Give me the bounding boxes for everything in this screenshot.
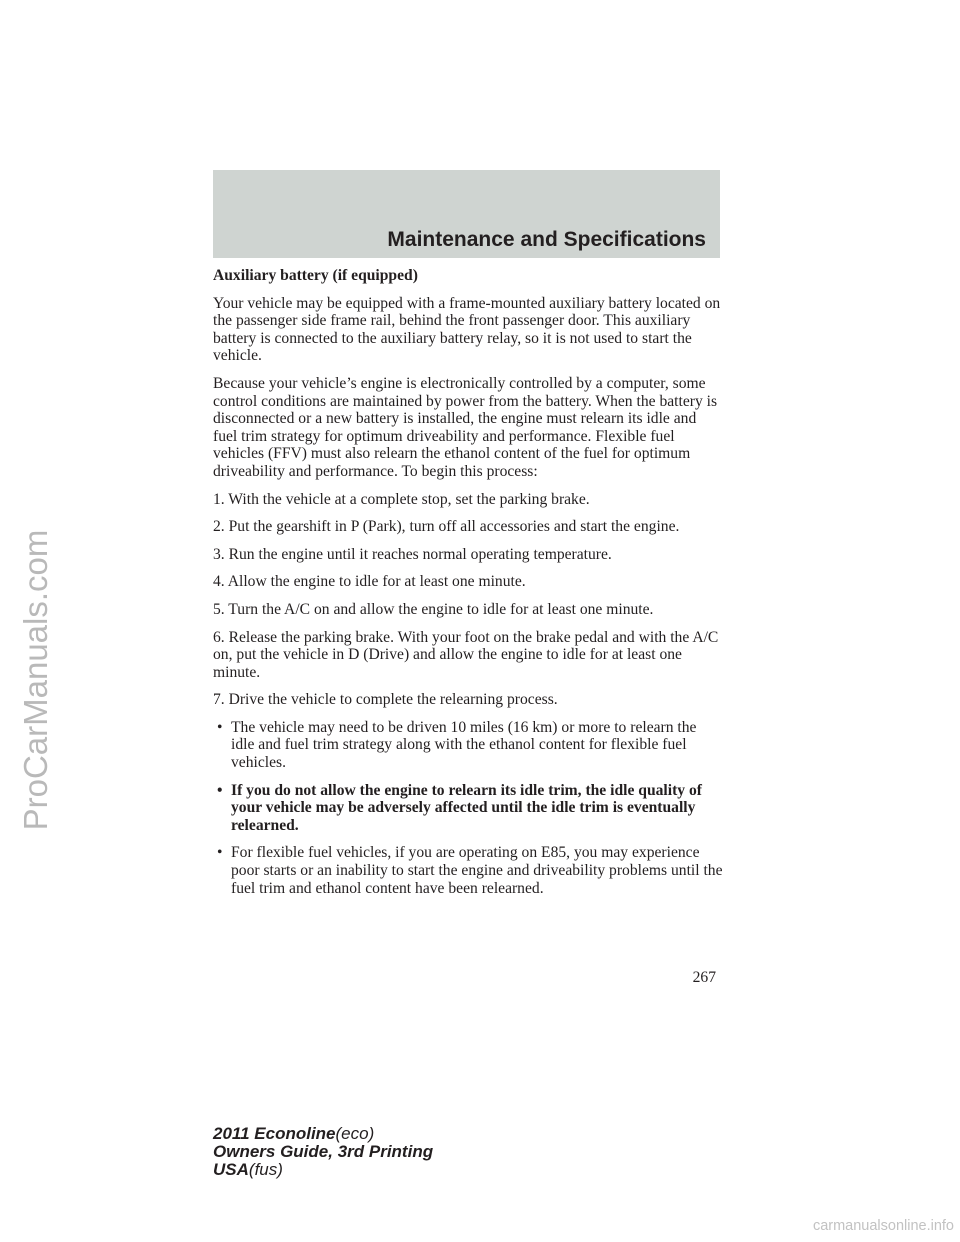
step: 4. Allow the engine to idle for at least one minute. — [213, 573, 526, 591]
step: 1. With the vehicle at a complete stop, set the parking brake. — [213, 490, 590, 508]
bullet-item — [213, 719, 723, 772]
section-heading: Auxiliary battery (if equipped) — [213, 267, 418, 284]
page-title: Maintenance and Specifications — [387, 228, 706, 251]
site-watermark: carmanualsonline.info — [812, 1218, 954, 1234]
footer-model: 2011 Econoline — [213, 1124, 336, 1143]
bullet-text: If you do not allow the engine to relearn its idle trim, the idle quality of your vehicle may be adversely affected until the idle trim is eventually relearned. — [231, 781, 702, 834]
footer-line-market — [213, 1161, 433, 1179]
bullet-item — [213, 844, 723, 897]
bullet-icon: • — [217, 844, 223, 862]
paragraph: Your vehicle may be equipped with a frame-mounted auxiliary battery located on the passenger side frame rail, behind the front passenger door. This auxiliary battery is connected to the auxiliary battery relay, so it is not used to start the vehicle. — [213, 294, 721, 365]
section-header-band — [213, 170, 720, 258]
bullet-icon: • — [217, 718, 223, 736]
footer-market-code: (fus) — [248, 1160, 283, 1179]
paragraph: Because your vehicle’s engine is electronically controlled by a computer, some control conditions are maintained by power from the battery. When the battery is disconnected or a new battery is installed, the engine must relearn its idle and fuel trim strategy for optimum driveability and performance. Flexible fuel vehicles (FFV) must also relearn the ethanol content of the fuel for optimum driveability and performance. To begin this process: — [213, 374, 718, 480]
footer-edition: Owners Guide, 3rd Printing — [213, 1142, 434, 1161]
document-footer — [213, 1125, 433, 1179]
footer-market: USA — [213, 1160, 249, 1179]
side-watermark — [6, 0, 66, 1242]
bullet-icon: • — [217, 781, 223, 799]
step: 2. Put the gearshift in P (Park), turn off all accessories and start the engine. — [213, 518, 680, 536]
step: 5. Turn the A/C on and allow the engine to idle for at least one minute. — [213, 600, 654, 618]
bullet-text: The vehicle may need to be driven 10 miles (16 km) or more to relearn the idle and fuel trim strategy along with the ethanol content for flexible fuel vehicles. — [231, 718, 697, 772]
step: 7. Drive the vehicle to complete the relearning process. — [213, 691, 558, 709]
bullet-item-warning — [213, 782, 723, 835]
step: 6. Release the parking brake. With your foot on the brake pedal and with the A/C on, put the vehicle in D (Drive) and allow the engine to idle for at least one minute. — [213, 628, 719, 681]
page-number: 267 — [692, 969, 716, 986]
step: 3. Run the engine until it reaches normal operating temperature. — [213, 545, 612, 563]
page-content — [213, 267, 723, 907]
bullet-text: For flexible fuel vehicles, if you are operating on E85, you may experience poor starts or an inability to start the engine and driveability problems until the fuel trim and ethanol content have been relearned. — [231, 844, 723, 897]
side-watermark-text: ProCarManuals.com — [17, 529, 54, 831]
footer-line-model — [213, 1125, 433, 1143]
footer-model-code: (eco) — [335, 1124, 375, 1143]
